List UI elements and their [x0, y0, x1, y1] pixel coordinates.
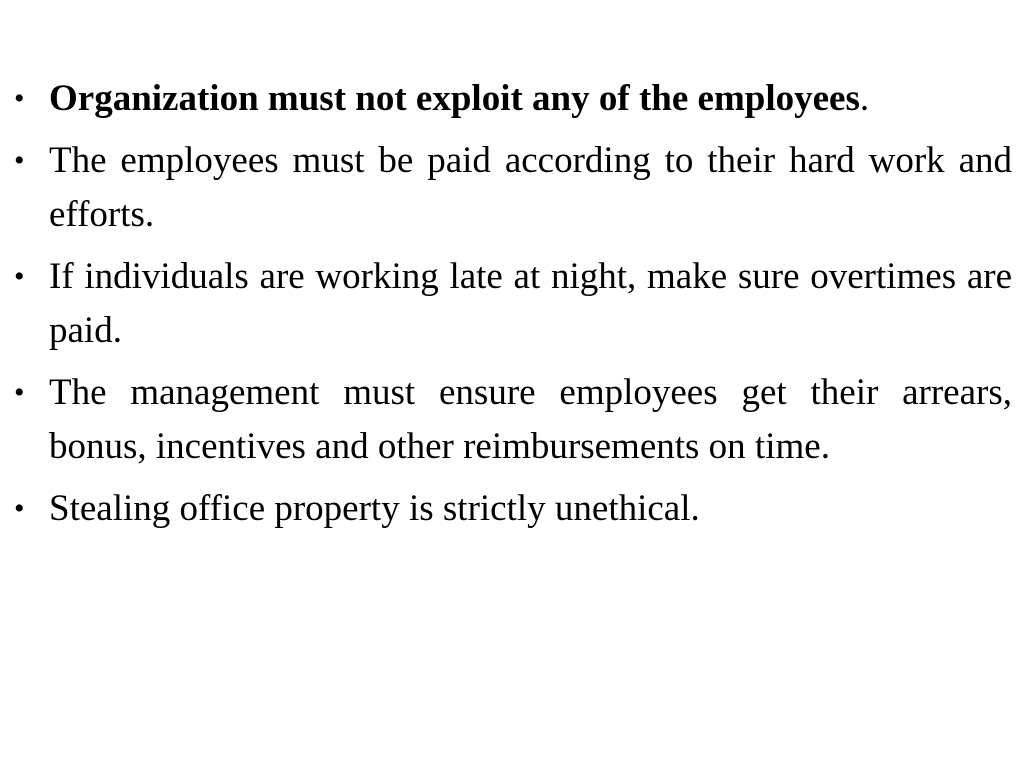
bullet-icon: • [14, 376, 25, 409]
bullet-item-1 [14, 72, 1012, 126]
bullet-list [14, 72, 1012, 544]
bullet-text: If individuals are working late at night, make sure overtimes are paid. [49, 256, 1012, 351]
bullet-text [49, 72, 1012, 126]
bullet-icon: • [14, 144, 25, 177]
bullet-icon: • [14, 492, 25, 525]
bullet-item-4 [14, 366, 1012, 474]
bullet-text: Stealing office property is strictly unethical. [49, 488, 700, 529]
bullet-plain-text: . [859, 78, 870, 119]
bullet-item-5 [14, 482, 1012, 536]
bullet-text: The employees must be paid according to their hard work and efforts. [49, 140, 1012, 235]
bullet-item-2 [14, 134, 1012, 242]
bullet-text: The management must ensure employees get their arrears, bonus, incentives and other reimbursements on time. [49, 372, 1012, 467]
bullet-bold-text: Organization must not exploit any of the employees [49, 78, 860, 119]
bullet-item-3 [14, 250, 1012, 358]
bullet-icon: • [14, 82, 25, 115]
bullet-icon: • [14, 260, 25, 293]
